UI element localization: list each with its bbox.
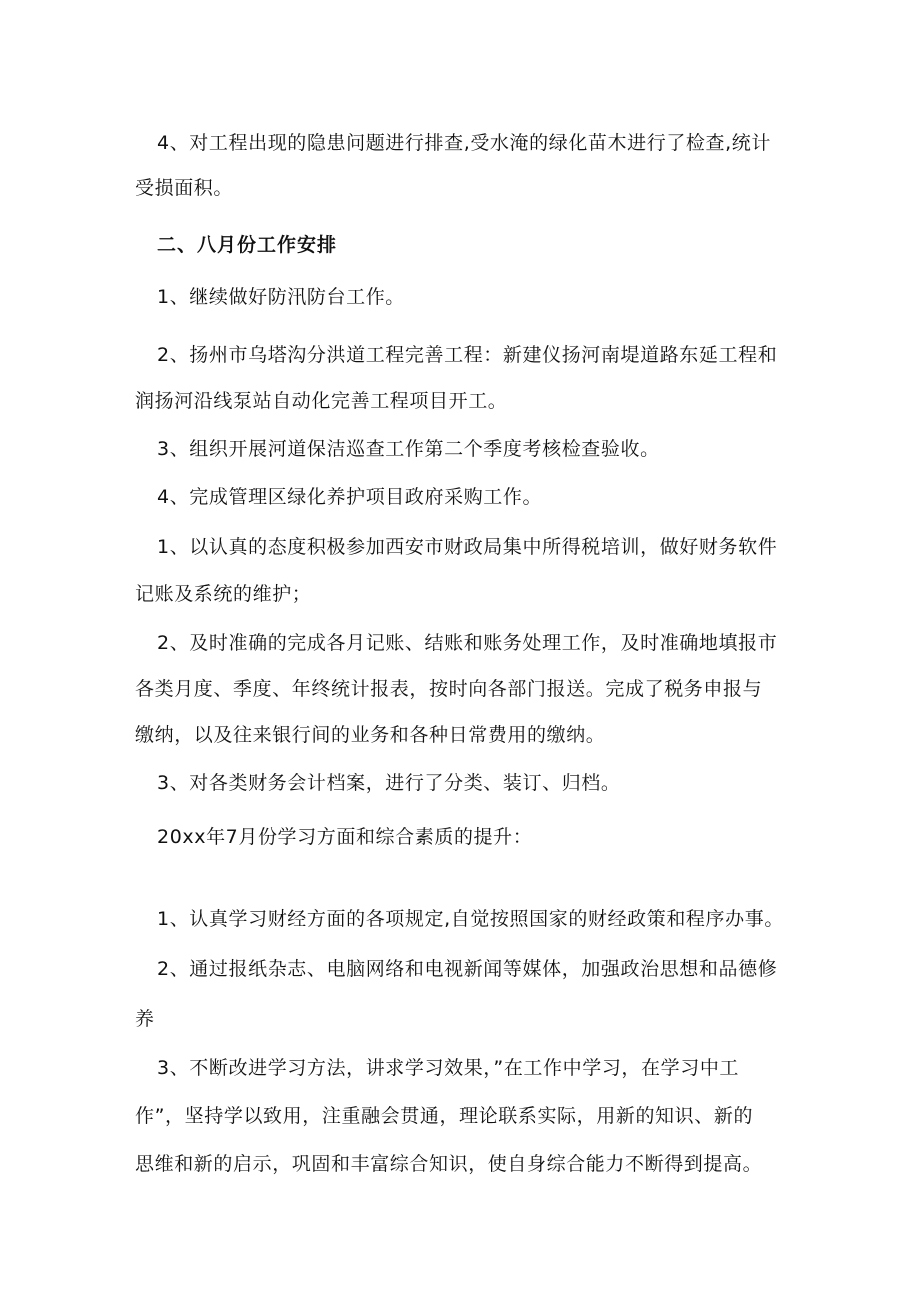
paragraph-line: 3、不断改进学习方法，讲求学习效果，”在工作中学习，在学习中工	[157, 1057, 740, 1079]
paragraph-line: 记账及系统的维护；	[135, 583, 312, 605]
paragraph-line: 2、扬州市乌塔沟分洪道工程完善工程：新建仪扬河南堤道路东延工程和	[157, 344, 778, 366]
paragraph-line: 2、及时准确的完成各月记账、结账和账务处理工作，及时准确地填报市	[157, 632, 778, 654]
paragraph-line: 润扬河沿线泵站自动化完善工程项目开工。	[135, 390, 508, 412]
paragraph-line: 各类月度、季度、年终统计报表，按时向各部门报送。完成了税务申报与	[135, 678, 763, 700]
paragraph-line: 4、完成管理区绿化养护项目政府采购工作。	[157, 486, 543, 508]
paragraph-line: 20xx年7月份学习方面和综合素质的提升：	[157, 826, 533, 848]
paragraph-line: 受损面积。	[135, 177, 234, 199]
paragraph-line: 4、对工程出现的隐患问题进行排查,受水淹的绿化苗木进行了检查,统计	[157, 132, 771, 154]
paragraph-line: 2、通过报纸杂志、电脑网络和电视新闻等媒体，加强政治思想和品德修	[157, 958, 778, 980]
paragraph-line: 思维和新的启示，巩固和丰富综合知识，使自身综合能力不断得到提高。	[135, 1153, 763, 1175]
paragraph-line: 3、组织开展河道保洁巡查工作第二个季度考核检查验收。	[157, 438, 660, 460]
paragraph-line: 缴纳，以及往来银行间的业务和各种日常费用的缴纳。	[135, 724, 606, 746]
section-heading: 二、八月份工作安排	[157, 234, 338, 256]
paragraph-line: 养	[135, 1008, 155, 1030]
paragraph-line: 1、以认真的态度积极参加西安市财政局集中所得税培训，做好财务软件	[157, 536, 778, 558]
paragraph-line: 1、认真学习财经方面的各项规定,自觉按照国家的财经政策和程序办事。	[157, 908, 784, 930]
paragraph-line: 3、对各类财务会计档案，进行了分类、装订、归档。	[157, 772, 621, 794]
paragraph-line: 作”，坚持学以致用，注重融会贯通，理论联系实际，用新的知识、新的	[135, 1105, 754, 1127]
paragraph-line: 1、继续做好防汛防台工作。	[157, 286, 405, 308]
